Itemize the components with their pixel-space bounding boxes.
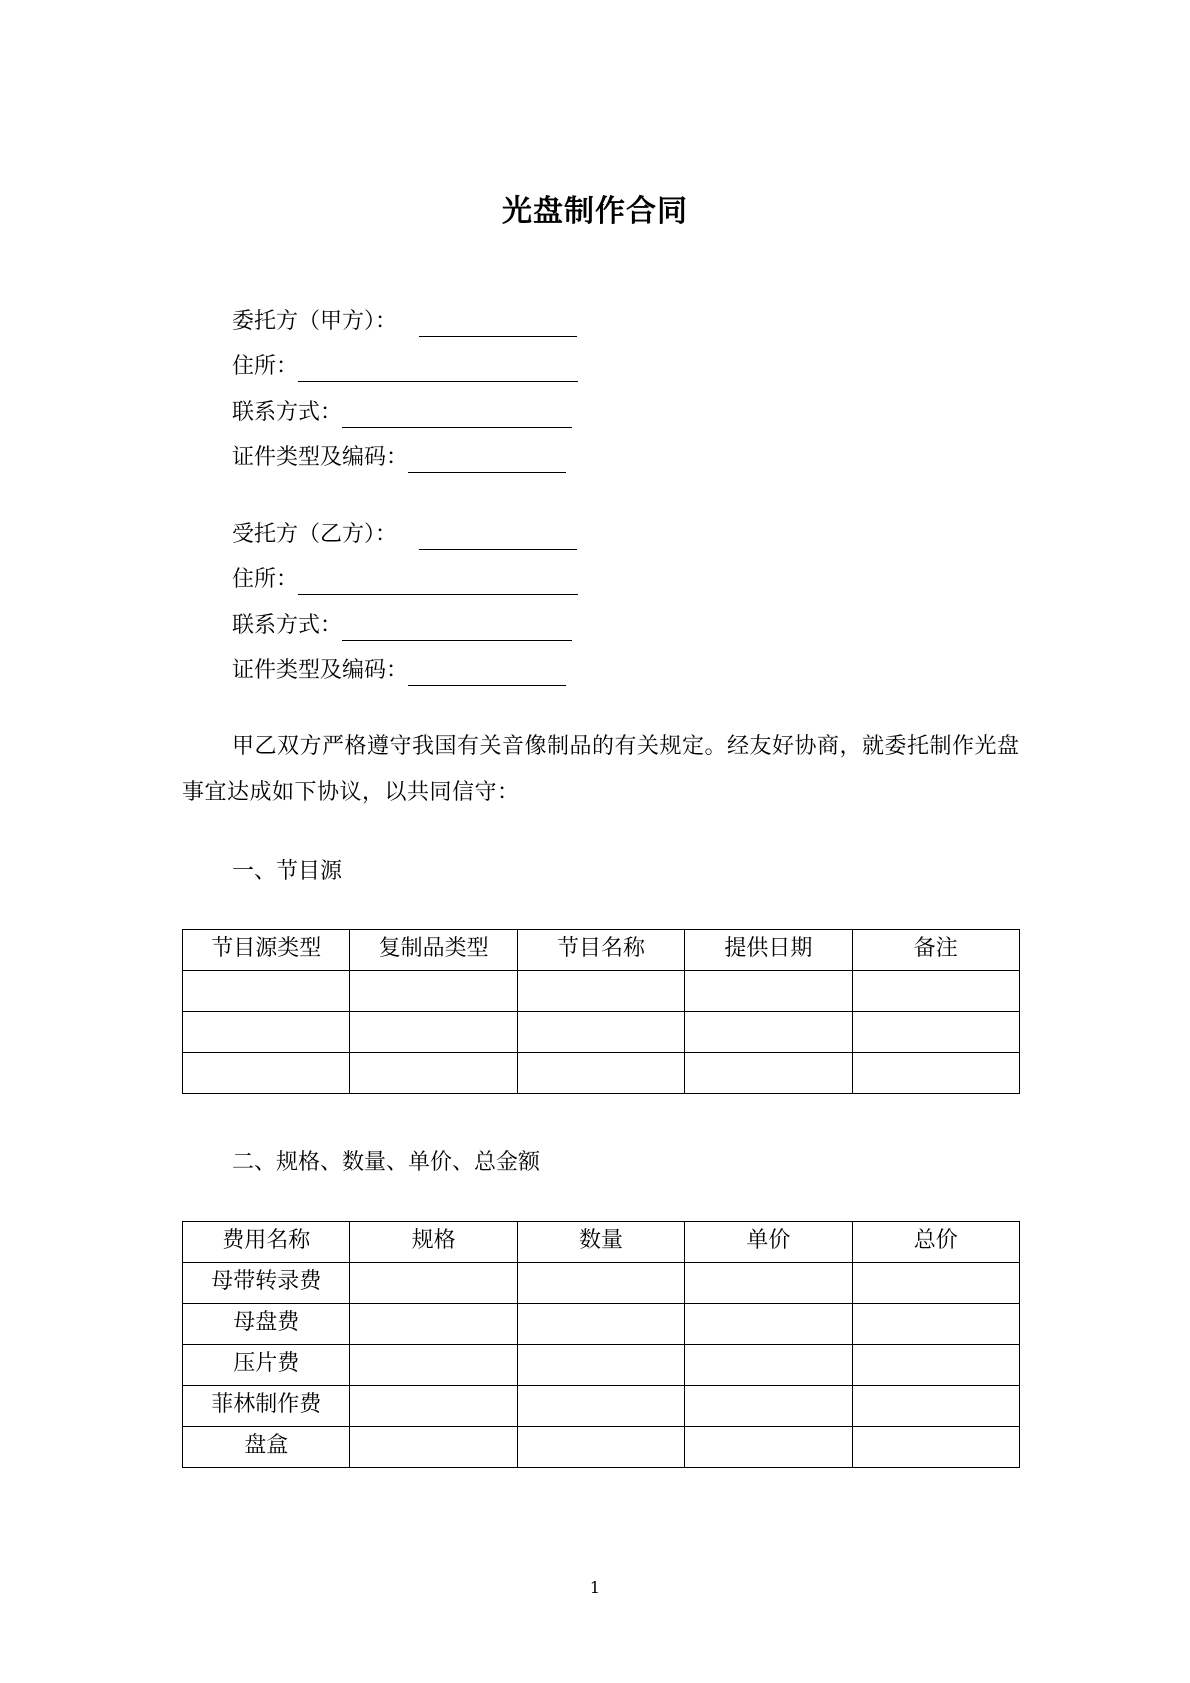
table-cell[interactable]: [350, 1386, 517, 1427]
table-cell[interactable]: [517, 1427, 684, 1468]
party-a-contact-blank[interactable]: [342, 403, 572, 428]
program-source-table: [182, 929, 1020, 1094]
party-a-id-label: 证件类型及编码：: [232, 445, 409, 470]
party-a-id-field: [232, 443, 566, 473]
table-cell[interactable]: [517, 971, 684, 1012]
table-row: [183, 1345, 1020, 1386]
party-a-name-blank[interactable]: [419, 312, 577, 337]
party-a-address-field: [232, 352, 578, 382]
table-cell[interactable]: [852, 1263, 1019, 1304]
table-row: [183, 1304, 1020, 1345]
table-cell[interactable]: [852, 1427, 1019, 1468]
party-a-name-label: 委托方（甲方）：: [232, 309, 398, 334]
party-b-id-label: 证件类型及编码：: [232, 658, 409, 683]
party-b-id-field: [232, 656, 566, 686]
table-cell[interactable]: [517, 1053, 684, 1094]
table-cell[interactable]: [350, 1012, 517, 1053]
table-cell[interactable]: [852, 1386, 1019, 1427]
table-cell[interactable]: [685, 1386, 852, 1427]
table-header-cell: 总价: [852, 1222, 1019, 1263]
table-cell[interactable]: [350, 1263, 517, 1304]
fee-name-cell: 盘盒: [183, 1427, 350, 1468]
party-a-name-field: [232, 307, 577, 337]
party-b-name-field: [232, 520, 577, 550]
pricing-table: [182, 1221, 1020, 1468]
table-cell[interactable]: [517, 1304, 684, 1345]
party-b-address-blank[interactable]: [298, 570, 578, 595]
page-number: 1: [589, 1578, 601, 1597]
party-a-address-label: 住所：: [232, 354, 299, 379]
table-cell[interactable]: [350, 1304, 517, 1345]
table-cell[interactable]: [685, 1345, 852, 1386]
table-cell[interactable]: [517, 1345, 684, 1386]
table-cell[interactable]: [852, 1304, 1019, 1345]
table-row: [183, 1427, 1020, 1468]
table-cell[interactable]: [685, 1053, 852, 1094]
section-2-heading: 二、规格、数量、单价、总金额: [232, 1150, 541, 1175]
table-cell[interactable]: [852, 1345, 1019, 1386]
party-a-contact-label: 联系方式：: [232, 400, 343, 425]
table-cell[interactable]: [685, 1427, 852, 1468]
table-header-cell: 规格: [350, 1222, 517, 1263]
table-row: [183, 971, 1020, 1012]
party-b-id-blank[interactable]: [408, 661, 566, 686]
table-header-cell: 单价: [685, 1222, 852, 1263]
table-cell[interactable]: [852, 971, 1019, 1012]
fee-name-cell: 压片费: [183, 1345, 350, 1386]
table-row: [183, 1263, 1020, 1304]
party-a-contact-field: [232, 398, 572, 428]
table-header-cell: 提供日期: [685, 930, 852, 971]
table-header-row: [183, 930, 1020, 971]
table-cell[interactable]: [685, 1304, 852, 1345]
table-cell[interactable]: [852, 1053, 1019, 1094]
party-a-id-blank[interactable]: [408, 448, 566, 473]
party-b-name-blank[interactable]: [419, 525, 577, 550]
table-header-cell: 数量: [517, 1222, 684, 1263]
party-b-address-field: [232, 565, 578, 595]
page-title: 光盘制作合同: [502, 194, 688, 229]
table-header-row: [183, 1222, 1020, 1263]
party-b-address-label: 住所：: [232, 567, 299, 592]
party-a-address-blank[interactable]: [298, 357, 578, 382]
fee-name-cell: 母带转录费: [183, 1263, 350, 1304]
party-b-name-label: 受托方（乙方）：: [232, 522, 398, 547]
table-cell[interactable]: [685, 1012, 852, 1053]
fee-name-cell: 母盘费: [183, 1304, 350, 1345]
table-header-cell: 复制品类型: [350, 930, 517, 971]
table-cell[interactable]: [852, 1012, 1019, 1053]
table-cell[interactable]: [350, 1427, 517, 1468]
fee-name-cell: 菲林制作费: [183, 1386, 350, 1427]
table-cell[interactable]: [685, 971, 852, 1012]
party-b-contact-field: [232, 611, 572, 641]
section-1-heading: 一、节目源: [232, 859, 343, 884]
table-cell[interactable]: [350, 971, 517, 1012]
party-b-contact-blank[interactable]: [342, 616, 572, 641]
table-row: [183, 1012, 1020, 1053]
table-cell[interactable]: [183, 1053, 350, 1094]
table-row: [183, 1386, 1020, 1427]
party-b-contact-label: 联系方式：: [232, 613, 343, 638]
table-cell[interactable]: [183, 1012, 350, 1053]
table-cell[interactable]: [517, 1386, 684, 1427]
table-cell[interactable]: [517, 1012, 684, 1053]
table-cell[interactable]: [685, 1263, 852, 1304]
table-header-cell: 备注: [852, 930, 1019, 971]
intro-paragraph: 甲乙双方严格遵守我国有关音像制品的有关规定。经友好协商，就委托制作光盘事宜达成如下协议，以共同信守：: [182, 734, 1020, 805]
table-header-cell: 节目名称: [517, 930, 684, 971]
table-header-cell: 费用名称: [183, 1222, 350, 1263]
table-row: [183, 1053, 1020, 1094]
table-cell[interactable]: [517, 1263, 684, 1304]
table-cell[interactable]: [183, 971, 350, 1012]
table-header-cell: 节目源类型: [183, 930, 350, 971]
table-cell[interactable]: [350, 1345, 517, 1386]
table-cell[interactable]: [350, 1053, 517, 1094]
